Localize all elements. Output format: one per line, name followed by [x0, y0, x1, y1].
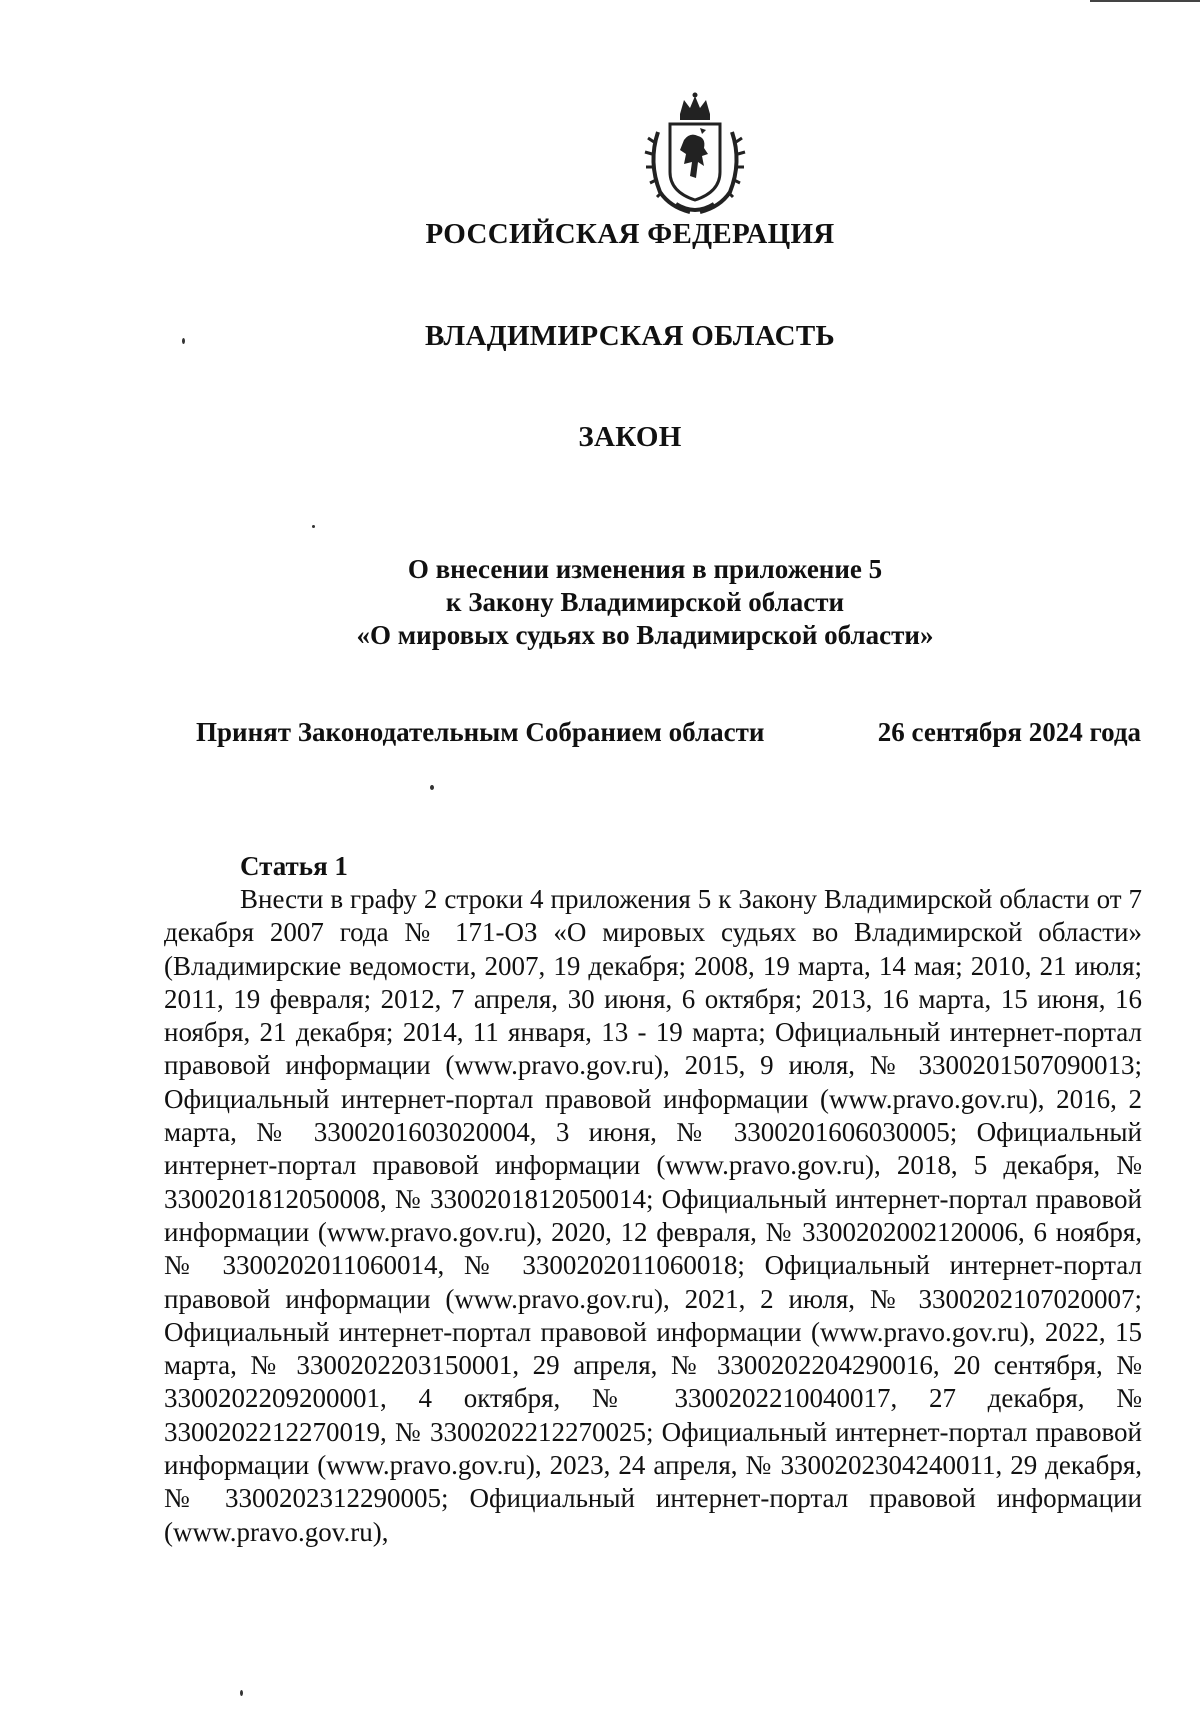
subject-line: «О мировых судьях во Владимирской области» [356, 620, 934, 650]
coat-of-arms-icon [640, 92, 750, 218]
scan-edge-line [1090, 0, 1200, 2]
scan-speck [312, 525, 315, 528]
country-heading: РОССИЙСКАЯ ФЕДЕРАЦИЯ [425, 218, 835, 250]
scan-speck [430, 785, 434, 790]
subject-line: О внесении изменения в приложение 5 [407, 554, 883, 584]
scan-speck [182, 338, 185, 344]
adoption-date: 26 сентября 2024 года [877, 717, 1141, 747]
document-type-heading: ЗАКОН [578, 421, 682, 453]
law-subject [345, 553, 945, 652]
article-title: Статья 1 [240, 851, 348, 881]
adoption-label: Принят Законодательным Собранием области [196, 717, 765, 747]
subject-line: к Закону Владимирской области [445, 587, 845, 617]
scan-speck [240, 1690, 243, 1696]
article-body: Внести в графу 2 строки 4 приложения 5 к Закону Владимирской области от 7 декабря 2007 года № 171-ОЗ «О мировых судьях во Владимирской области» (Владимирские ведомости, 2007, 19 декабря; 2008, 19 марта, 14 мая; 2010, 21 июля; 2011, 19 февраля; 2012, 7 апреля, 30 июня, 6 октября; 2013, 16 марта, 15 июня, 16 ноября, 21 декабря; 2014, 11 января, 13 - 19 марта; Официальный интернет-портал правовой информации (www.pravo.gov.ru), 2015, 9 июля, № 3300201507090013; Официальный интернет-портал правовой информации (www.pravo.gov.ru), 2016, 2 марта, № 3300201603020004, 3 июня, № 3300201606030005; Официальный интернет-портал правовой информации (www.pravo.gov.ru), 2018, 5 декабря, № 3300201812050008, № 3300201812050014; Официальный интернет-портал правовой информации (www.pravo.gov.ru), 2020, 12 февраля, № 3300202002120006, 6 ноября, № 3300202011060014, № 3300202011060018; Официальный интернет-портал правовой информации (www.pravo.gov.ru), 2021, 2 июля, № 3300202107020007; Официальный интернет-портал правовой информации (www.pravo.gov.ru), 2022, 15 марта, № 3300202203150001, 29 апреля, № 3300202204290016, 20 сентября, № 3300202209200001, 4 октября, № 3300202210040017, 27 декабря, № 3300202212270019, № 3300202212270025; Официальный интернет-портал правовой информации (www.pravo.gov.ru), 2023, 24 апреля, № 3300202304240011, 29 декабря, № 3300202312290005; Официальный интернет-портал правовой информации (www.pravo.gov.ru), [164, 884, 1142, 1547]
region-heading: ВЛАДИМИРСКАЯ ОБЛАСТЬ [425, 320, 835, 352]
